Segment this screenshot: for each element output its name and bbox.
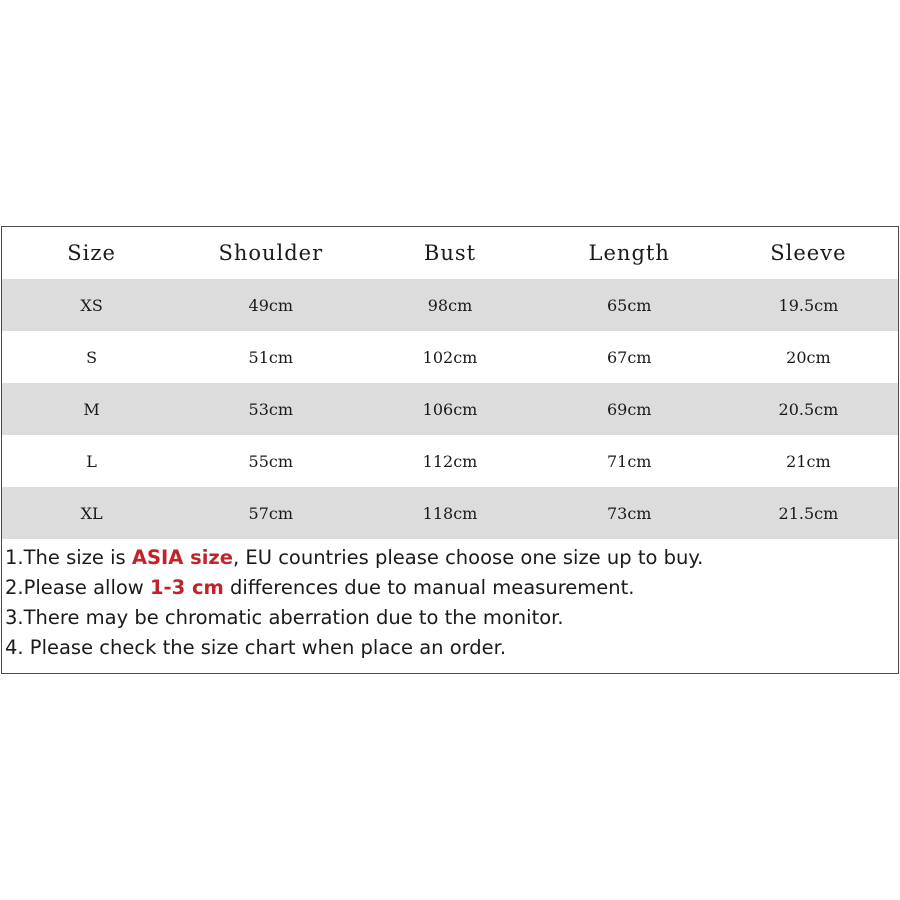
cell-length: 67cm xyxy=(606,347,652,367)
note-asia-size xyxy=(5,543,898,573)
note-text: 1.The size is xyxy=(5,546,132,569)
cell-size: XS xyxy=(80,295,103,315)
header-bust: Bust xyxy=(423,241,477,265)
table-row xyxy=(2,331,898,383)
table-row xyxy=(2,435,898,487)
note-text: 2.Please allow xyxy=(5,576,150,599)
size-notes xyxy=(2,539,898,663)
table-row xyxy=(2,383,898,435)
cell-sleeve: 21cm xyxy=(786,451,831,471)
cell-shoulder: 57cm xyxy=(248,503,294,523)
note-chromatic-aberration: 3.There may be chromatic aberration due to the monitor. xyxy=(5,606,564,629)
cell-size: XL xyxy=(80,503,103,523)
cell-bust: 98cm xyxy=(427,295,473,315)
cell-sleeve: 20.5cm xyxy=(778,399,839,419)
cell-shoulder: 55cm xyxy=(248,451,294,471)
cell-size: M xyxy=(83,399,100,419)
cell-shoulder: 51cm xyxy=(248,347,294,367)
table-row xyxy=(2,279,898,331)
header-shoulder: Shoulder xyxy=(218,241,324,265)
cell-bust: 102cm xyxy=(422,347,478,367)
cell-shoulder: 49cm xyxy=(248,295,294,315)
cell-sleeve: 21.5cm xyxy=(778,503,839,523)
cell-bust: 106cm xyxy=(422,399,478,419)
cell-bust: 112cm xyxy=(422,451,478,471)
header-size: Size xyxy=(67,241,116,265)
note-text: differences due to manual measurement. xyxy=(223,576,635,599)
cell-length: 69cm xyxy=(606,399,652,419)
cell-length: 71cm xyxy=(606,451,652,471)
table-row xyxy=(2,487,898,539)
cell-size: L xyxy=(86,451,97,471)
note-text: , EU countries please choose one size up to buy. xyxy=(233,546,704,569)
cell-bust: 118cm xyxy=(422,503,478,523)
header-sleeve: Sleeve xyxy=(770,241,847,265)
cell-shoulder: 53cm xyxy=(248,399,294,419)
note-check-size-chart: 4. Please check the size chart when place an order. xyxy=(5,636,507,659)
note-highlight: 1-3 cm xyxy=(149,576,224,599)
size-chart xyxy=(1,226,899,674)
note-measurement-difference xyxy=(5,573,898,603)
cell-size: S xyxy=(86,347,98,367)
cell-sleeve: 20cm xyxy=(786,347,831,367)
header-length: Length xyxy=(588,241,670,265)
cell-length: 73cm xyxy=(606,503,652,523)
note-highlight: ASIA size xyxy=(131,546,233,569)
size-chart-header-row xyxy=(2,227,898,279)
cell-length: 65cm xyxy=(606,295,652,315)
cell-sleeve: 19.5cm xyxy=(778,295,839,315)
